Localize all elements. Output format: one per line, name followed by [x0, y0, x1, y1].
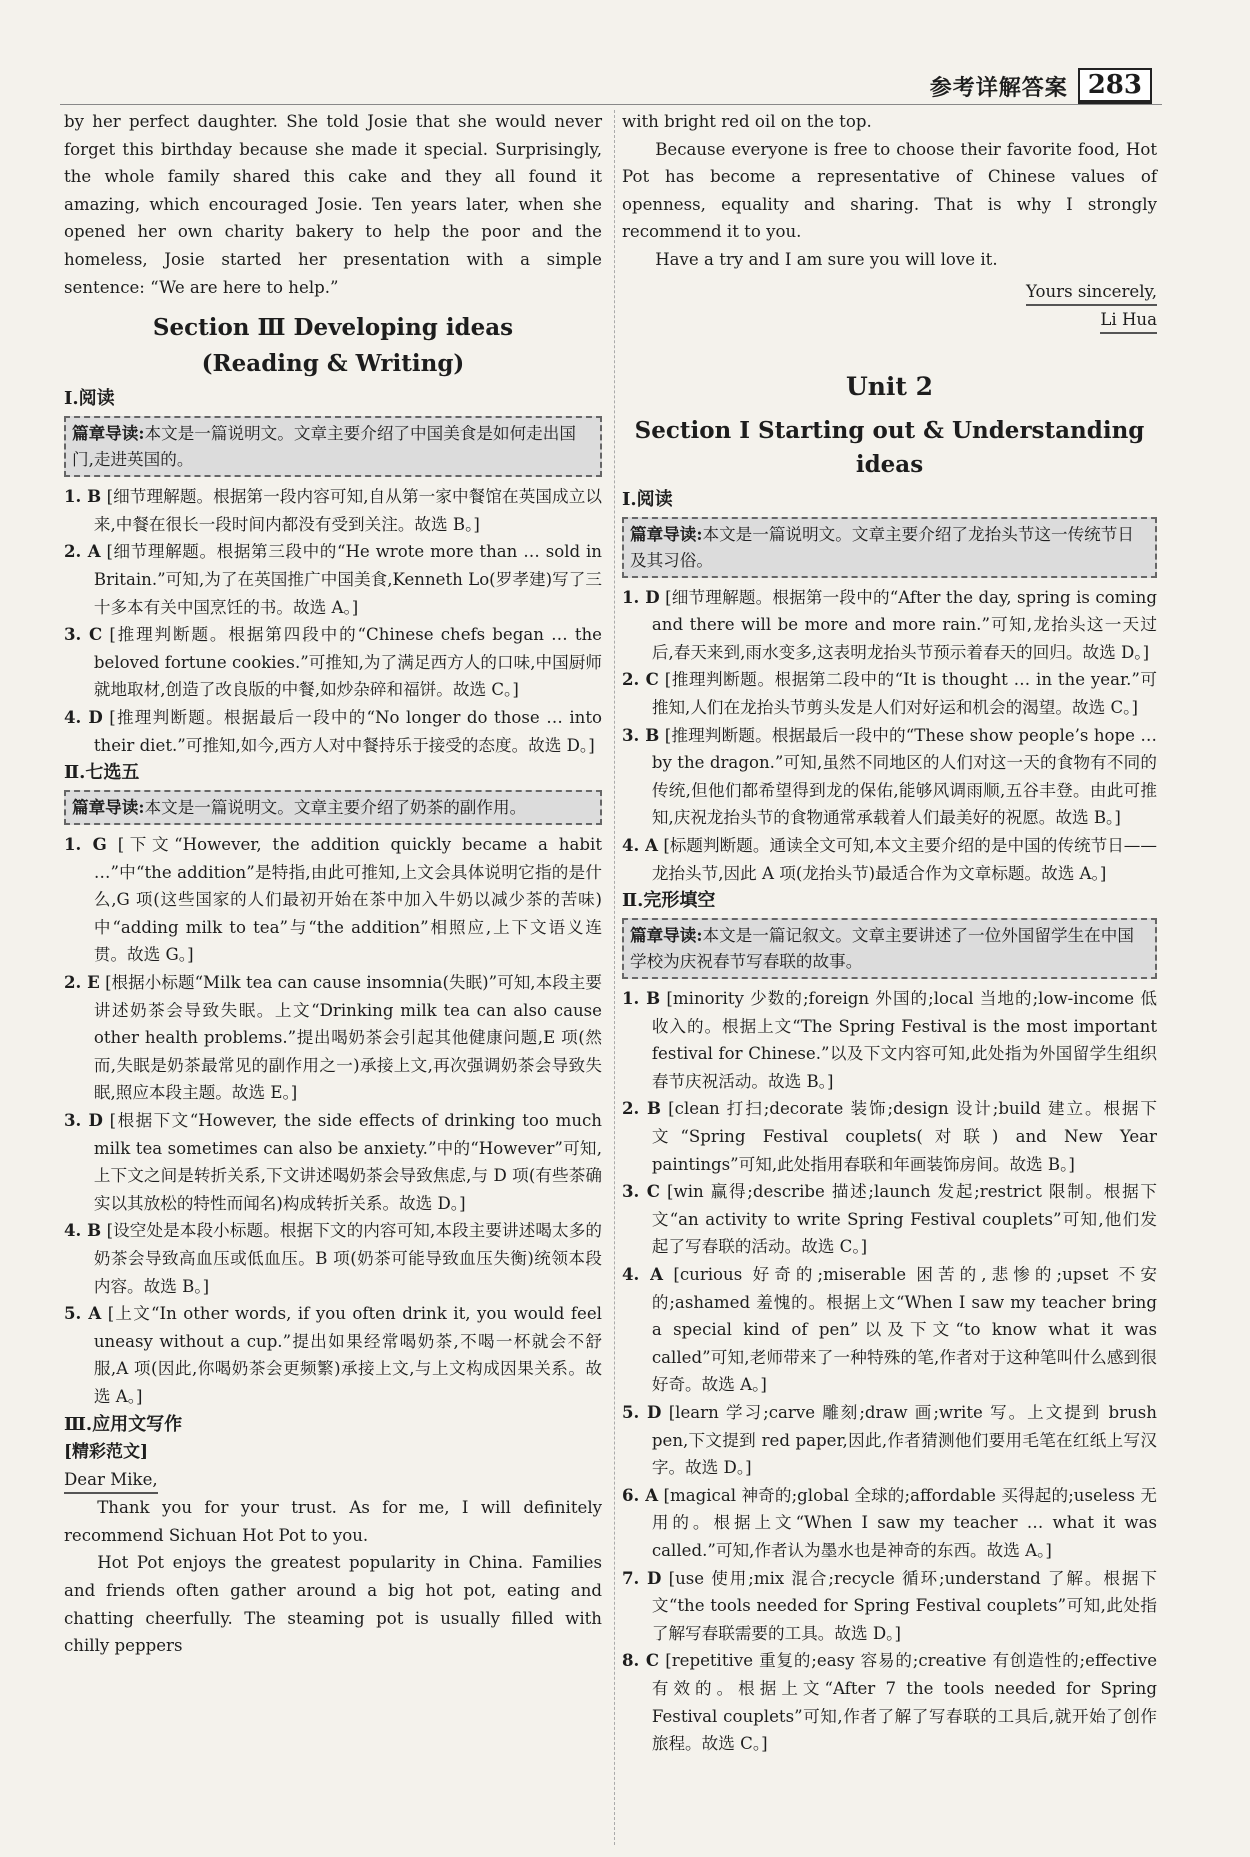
column-divider [614, 110, 615, 1845]
answer-item [64, 621, 602, 704]
guide-label: 篇章导读: [72, 423, 145, 444]
seven-guide-box [64, 790, 602, 825]
answer-number: 1. D [622, 586, 660, 607]
answer-number: 2. C [622, 669, 659, 690]
cloze-guide-box [622, 918, 1157, 979]
answer-item [622, 1095, 1157, 1178]
letter-paragraph-1: Thank you for your trust. As for me, I will definitely recommend Sichuan Hot Pot to you. [64, 1498, 602, 1545]
letter-signature: Li Hua [1100, 308, 1157, 334]
header-title: 参考详解答案 [929, 74, 1068, 101]
letter-paragraph-3: Because everyone is free to choose their favorite food, Hot Pot has become a representative of Chinese values of openness, equality and sharing. That is why I strongly recommend it to you. [622, 139, 1157, 242]
reading-guide-box [64, 416, 602, 477]
answer-item [622, 1178, 1157, 1261]
answer-explanation: [细节理解题。根据第一段内容可知,自从第一家中餐馆在英国成立以来,中餐在很长一段时间内都没有受到关注。故选 B。] [93, 487, 602, 534]
letter-paragraph-2: Hot Pot enjoys the greatest popularity in China. Families and friends often gather around a big hot pot, eating and chatting cheerfully. The steaming pot is usually filled with chilly peppers [64, 1553, 602, 1656]
answer-explanation: [标题判断题。通读全文可知,本文主要介绍的是中国的传统节日——龙抬头节,因此 A 项(龙抬头节)最适合作为文章标题。故选 A。] [651, 835, 1157, 883]
guide-label: 篇章导读: [72, 797, 145, 818]
cloze-heading: Ⅱ.完形填空 [622, 890, 716, 912]
answer-explanation: [clean 打扫;decorate 装饰;design 设计;build 建立。根据下文“Spring Festival couplets(对联) and New Year paintings”可知,此处指用春联和年画装饰房间。故选 B。] [651, 1099, 1157, 1174]
answer-explanation: [推理判断题。根据最后一段中的“These show people’s hope … by the dragon.”可知,虽然不同地区的人们对这一天的食物有不同的传统,但他们都希望得到龙的保佑,能够风调雨顺,五谷丰登。由此可推知,庆祝龙抬头节的食物通常承载着人们最美好的祝愿。故选 B。] [651, 725, 1157, 828]
answer-number: 7. D [622, 1567, 662, 1588]
answer-number: 2. A [64, 541, 101, 562]
reading-guide-box [622, 517, 1157, 578]
answer-number: 3. B [622, 724, 660, 745]
answer-item [622, 584, 1157, 667]
right-column [622, 108, 1157, 1758]
answer-item [622, 1647, 1157, 1757]
answer-number: 4. B [64, 1220, 102, 1241]
answer-item [64, 1107, 602, 1217]
answer-number: 2. E [64, 972, 100, 993]
answer-item [622, 985, 1157, 1095]
reading-heading: Ⅰ.阅读 [622, 488, 673, 510]
unit-title: Unit 2 [845, 371, 934, 401]
answer-number: 1. G [64, 834, 107, 855]
answer-number: 5. A [64, 1303, 102, 1324]
answer-item [622, 1261, 1157, 1399]
answer-explanation: [上文“In other words, if you often drink it, you would feel uneasy without a cup.”提出如果经常喝奶茶,不喝一杯就会不舒服,A 项(因此,你喝奶茶会更频繁)承接上文,与上文构成因果关系。故选 A。] [93, 1304, 602, 1406]
answer-explanation: [细节理解题。根据第三段中的“He wrote more than … sold in Britain.”可知,为了在英国推广中国美食,Kenneth Lo(罗孝建)写了三十多本有关中国烹饪的书。故选 A。] [93, 542, 602, 617]
left-column [64, 108, 602, 1660]
page-number: 283 [1078, 68, 1152, 104]
answer-number: 3. C [64, 624, 103, 645]
seven-choose-five-heading: Ⅱ.七选五 [64, 762, 140, 784]
sample-essay-label: [精彩范文] [64, 1441, 149, 1462]
answer-number: 2. B [622, 1098, 662, 1119]
answer-item [622, 1482, 1157, 1565]
answer-explanation: [repetitive 重复的;easy 容易的;creative 有创造性的;effective 有效的。根据上文“After 7 the tools needed for Spring Festival couplets”可知,作者了解了写春联的工具后,就开始了创作旅程。故选 C。] [651, 1651, 1158, 1754]
answer-explanation: [设空处是本段小标题。根据下文的内容可知,本段主要讲述喝太多的奶茶会导致高血压或低血压。B 项(奶茶可能导致血压失衡)统领本段内容。故选 B。] [93, 1221, 602, 1296]
answer-explanation: [推理判断题。根据第二段中的“It is thought … in the year.”可推知,人们在龙抬头节剪头发是人们对好运和机会的渴望。故选 C。] [651, 670, 1157, 717]
answer-explanation: [推理判断题。根据第四段中的“Chinese chefs began … the beloved fortune cookies.”可推知,为了满足西方人的口味,中国厨师就地取材,创造了改良版的中餐,如炒杂碎和福饼。故选 C。] [93, 625, 602, 700]
answer-explanation: [根据下文“However, the side effects of drinking too much milk tea sometimes can also be anxiety.”中的“However”可知,上下文之间是转折关系,下文讲述喝奶茶会导致焦虑,与 D 项(有些茶确实以其放松的特性而闻名)构成转折关系。故选 D。] [93, 1111, 602, 1213]
answer-item [622, 832, 1157, 887]
answer-explanation: [minority 少数的;foreign 外国的;local 当地的;low-income 低收入的。根据上文“The Spring Festival is the most important festival for Chinese.”以及下文内容可知,此处指为外国留学生组织春节庆祝活动。故选 B。] [651, 989, 1157, 1091]
answer-number: 5. D [622, 1402, 662, 1422]
answer-number: 4. A [622, 1264, 664, 1285]
letter-greeting: Dear Mike, [64, 1466, 602, 1494]
guide-label: 篇章导读: [630, 925, 703, 946]
answer-item [64, 969, 602, 1107]
letter-closing: Yours sincerely, [1026, 280, 1157, 306]
section3-subtitle: (Reading & Writing) [201, 350, 465, 378]
answer-item [64, 483, 602, 538]
answer-number: 3. D [64, 1110, 103, 1131]
answer-number: 4. A [622, 834, 658, 855]
answer-explanation: [use 使用;mix 混合;recycle 循环;understand 了解。根据下文“the tools needed for Spring Festival couplets”可知,此处指了解写春联需要的工具。故选 D。] [651, 1568, 1158, 1643]
section1-title: Section Ⅰ Starting out & Understanding ideas [634, 416, 1145, 478]
answer-number: 3. C [622, 1181, 661, 1202]
page-header [930, 68, 1152, 104]
answer-item [622, 722, 1157, 832]
answer-number: 8. C [622, 1650, 660, 1671]
answer-item [622, 1399, 1157, 1482]
answer-explanation: [learn 学习;carve 雕刻;draw 画;write 写。上文提到 brush pen,下文提到 red paper,因此,作者猜测他们要用毛笔在红纸上写汉字。故选 D。] [651, 1403, 1157, 1478]
answer-number: 4. D [64, 706, 103, 727]
answer-item [64, 831, 602, 969]
answer-number: 6. A [622, 1484, 659, 1505]
guide-text: 本文是一篇记叙文。文章主要讲述了一位外国留学生在中国学校为庆祝春节写春联的故事。 [630, 926, 1134, 972]
guide-text: 本文是一篇说明文。文章主要介绍了龙抬头节这一传统节日及其习俗。 [630, 524, 1134, 570]
answer-explanation: [细节理解题。根据第一段中的“After the day, spring is coming and there will be more and more rain.”可知,龙抬头这一天过后,春天来到,雨水变多,这表明龙抬头节预示着春天的回归。故选 D。] [651, 587, 1157, 662]
answer-explanation: [curious 好奇的;miserable 困苦的,悲惨的;upset 不安的;ashamed 羞愧的。根据上文“When I saw my teacher bring a special kind of pen”以及下文“to know what it was called”可知,老师带来了一种特殊的笔,作者对于这种笔叫什么感到很好奇。故选 A。] [651, 1265, 1157, 1395]
answer-number: 1. B [622, 988, 661, 1009]
letter-paragraph-4: Have a try and I am sure you will love it. [655, 249, 998, 269]
letter-closing-block [622, 278, 1157, 334]
answer-explanation: [magical 神奇的;global 全球的;affordable 买得起的;useless 无用的。根据上文“When I saw my teacher … what it was called.”可知,作者认为墨水也是神奇的东西。故选 A。] [651, 1485, 1157, 1560]
answer-item [622, 1565, 1157, 1648]
guide-label: 篇章导读: [630, 523, 703, 544]
letter-paragraph-2-cont: with bright red oil on the top. [622, 112, 872, 131]
answer-number: 1. B [64, 486, 102, 507]
guide-text: 本文是一篇说明文。文章主要介绍了中国美食是如何走出国门,走进英国的。 [72, 424, 576, 470]
reading-heading: Ⅰ.阅读 [64, 388, 115, 410]
answer-item [622, 666, 1157, 721]
answer-explanation: [win 赢得;describe 描述;launch 发起;restrict 限制。根据下文“an activity to write Spring Festival couplets”可知,他们发起了写春联的活动。故选 C。] [651, 1182, 1158, 1257]
writing-heading: Ⅲ.应用文写作 [64, 1413, 183, 1435]
answer-item [64, 538, 602, 621]
answer-item [64, 1217, 602, 1300]
story-ending-paragraph: by her perfect daughter. She told Josie that she would never forget this birthday because she made it special. Surprisingly, the whole family shared this cake and they all found it amazing, which encouraged Josie. Ten years later, when she opened her own charity bakery to help the poor and the homeless, Josie started her presentation with a simple sentence: “We are here to help.” [64, 112, 602, 297]
answer-explanation: [推理判断题。根据最后一段中的“No longer do those … into their diet.”可推知,如今,西方人对中餐持乐于接受的态度。故选 D。] [93, 707, 602, 755]
answer-explanation: [下文“However, the addition quickly became a habit …”中“the addition”是特指,由此可推知,上文会具体说明它指的是什么,G 项(这些国家的人们最初开始在茶中加入牛奶以减少茶的苦味)中“adding milk to tea”与“the addition”相照应,上下文语义连贯。故选 G。] [93, 835, 602, 965]
answer-explanation: [根据小标题“Milk tea can cause insomnia(失眠)”可知,本段主要讲述奶茶会导致失眠。上文“Drinking milk tea can also cause other health problems.”提出喝奶茶会引起其他健康问题,E 项(然而,失眠是奶茶最常见的副作用之一)承接上文,再次强调奶茶会导致失眠,照应本段主题。故选 E。] [93, 973, 603, 1103]
answer-item [64, 1300, 602, 1410]
answer-item [64, 704, 602, 759]
guide-text: 本文是一篇说明文。文章主要介绍了奶茶的副作用。 [144, 798, 527, 818]
header-rule [60, 104, 1162, 105]
section3-title: Section Ⅲ Developing ideas [152, 314, 514, 342]
